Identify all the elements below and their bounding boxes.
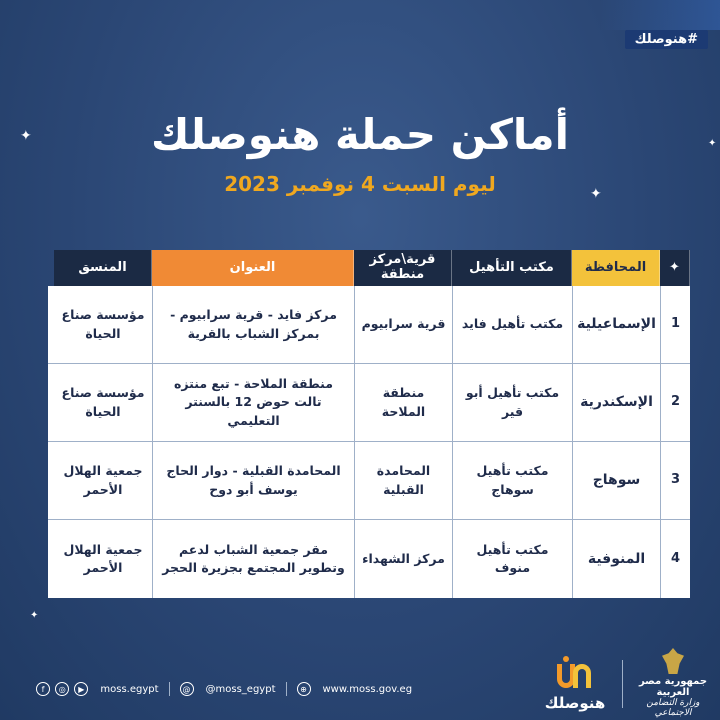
row-office: مكتب تأهيل منوف — [452, 520, 572, 598]
corner-decoration — [600, 0, 720, 30]
row-village: مركز الشهداء — [354, 520, 452, 598]
header-village: قرية\مركز منطقة — [354, 250, 452, 286]
logo-mark-icon — [555, 656, 595, 694]
campaign-logo — [540, 656, 610, 712]
table-row — [48, 364, 690, 442]
page-subtitle: ليوم السبت 4 نوفمبر 2023 — [224, 172, 496, 196]
website-link[interactable]: www.moss.gov.eg — [322, 683, 413, 695]
youtube-icon[interactable]: ▶ — [74, 682, 88, 696]
footer-divider — [622, 660, 623, 708]
row-number: 4 — [660, 520, 690, 598]
row-number: 2 — [660, 364, 690, 441]
row-address: المحامدة القبلية - دوار الحاج يوسف أبو دوح — [152, 442, 354, 519]
row-governorate: المنوفية — [572, 520, 660, 598]
row-village: منطقة الملاحة — [354, 364, 452, 441]
sparkle-icon: ✦ — [708, 138, 717, 149]
header-star-icon: ✦ — [660, 250, 690, 286]
ministry-country: جمهورية مصر العربية — [638, 676, 708, 698]
twitter-handle[interactable]: @moss_egypt — [205, 683, 276, 695]
locations-table — [48, 250, 690, 598]
row-village: المحامدة القبلية — [354, 442, 452, 519]
table-row — [48, 442, 690, 520]
row-governorate: الإسماعيلية — [572, 286, 660, 363]
row-coordinator: جمعية الهلال الأحمر — [63, 541, 143, 575]
row-office: مكتب تأهيل فايد — [452, 286, 572, 363]
social-icons — [36, 682, 90, 696]
table-row — [48, 286, 690, 364]
divider — [169, 682, 170, 696]
globe-icon: ⊕ — [297, 682, 311, 696]
divider — [286, 682, 287, 696]
header-governorate: المحافظة — [572, 250, 660, 286]
facebook-handle[interactable]: moss.egypt — [100, 683, 159, 695]
row-office: مكتب تأهيل سوهاج — [452, 442, 572, 519]
sparkle-icon: ✦ — [30, 610, 39, 621]
footer — [0, 648, 720, 720]
sparkle-icon: ✦ — [590, 186, 602, 202]
row-coordinator: مؤسسة صناع الحياة — [61, 385, 145, 419]
facebook-icon[interactable]: f — [36, 682, 50, 696]
row-governorate: سوهاج — [572, 442, 660, 519]
ministry-logo — [630, 648, 716, 718]
row-number: 3 — [660, 442, 690, 519]
header-address: العنوان — [152, 250, 354, 286]
eagle-emblem-icon — [662, 648, 684, 674]
table-header — [48, 250, 690, 286]
page-title: أماكن حملة هنوصلك — [150, 110, 570, 159]
table-body — [48, 286, 690, 598]
header-office: مكتب التأهيل — [452, 250, 572, 286]
sparkle-icon: ✦ — [20, 128, 32, 144]
row-address: مركز فايد - قرية سرابيوم - بمركز الشباب بالقرية — [152, 286, 354, 363]
at-icon: @ — [180, 682, 194, 696]
social-links — [36, 682, 412, 696]
ministry-name: وزارة التضامن الاجتماعي — [646, 698, 700, 718]
header-coordinator: المنسق — [54, 250, 152, 286]
table-row — [48, 520, 690, 598]
row-village: قرية سرابيوم — [354, 286, 452, 363]
instagram-icon[interactable]: ◎ — [55, 682, 69, 696]
row-address: مقر جمعية الشباب لدعم وتطوير المجتمع بجزيرة الحجر — [152, 520, 354, 598]
logo-name: هنوصلك — [544, 694, 606, 712]
hashtag-badge: #هنوصلك — [625, 30, 708, 49]
row-coordinator: مؤسسة صناع الحياة — [61, 307, 145, 341]
row-office: مكتب تأهيل أبو قير — [452, 364, 572, 441]
row-number: 1 — [660, 286, 690, 363]
row-coordinator: جمعية الهلال الأحمر — [63, 463, 143, 497]
row-governorate: الإسكندرية — [572, 364, 660, 441]
row-address: منطقة الملاحة - تبع منتزه تالت حوض 12 بالسنتر التعليمي — [152, 364, 354, 441]
